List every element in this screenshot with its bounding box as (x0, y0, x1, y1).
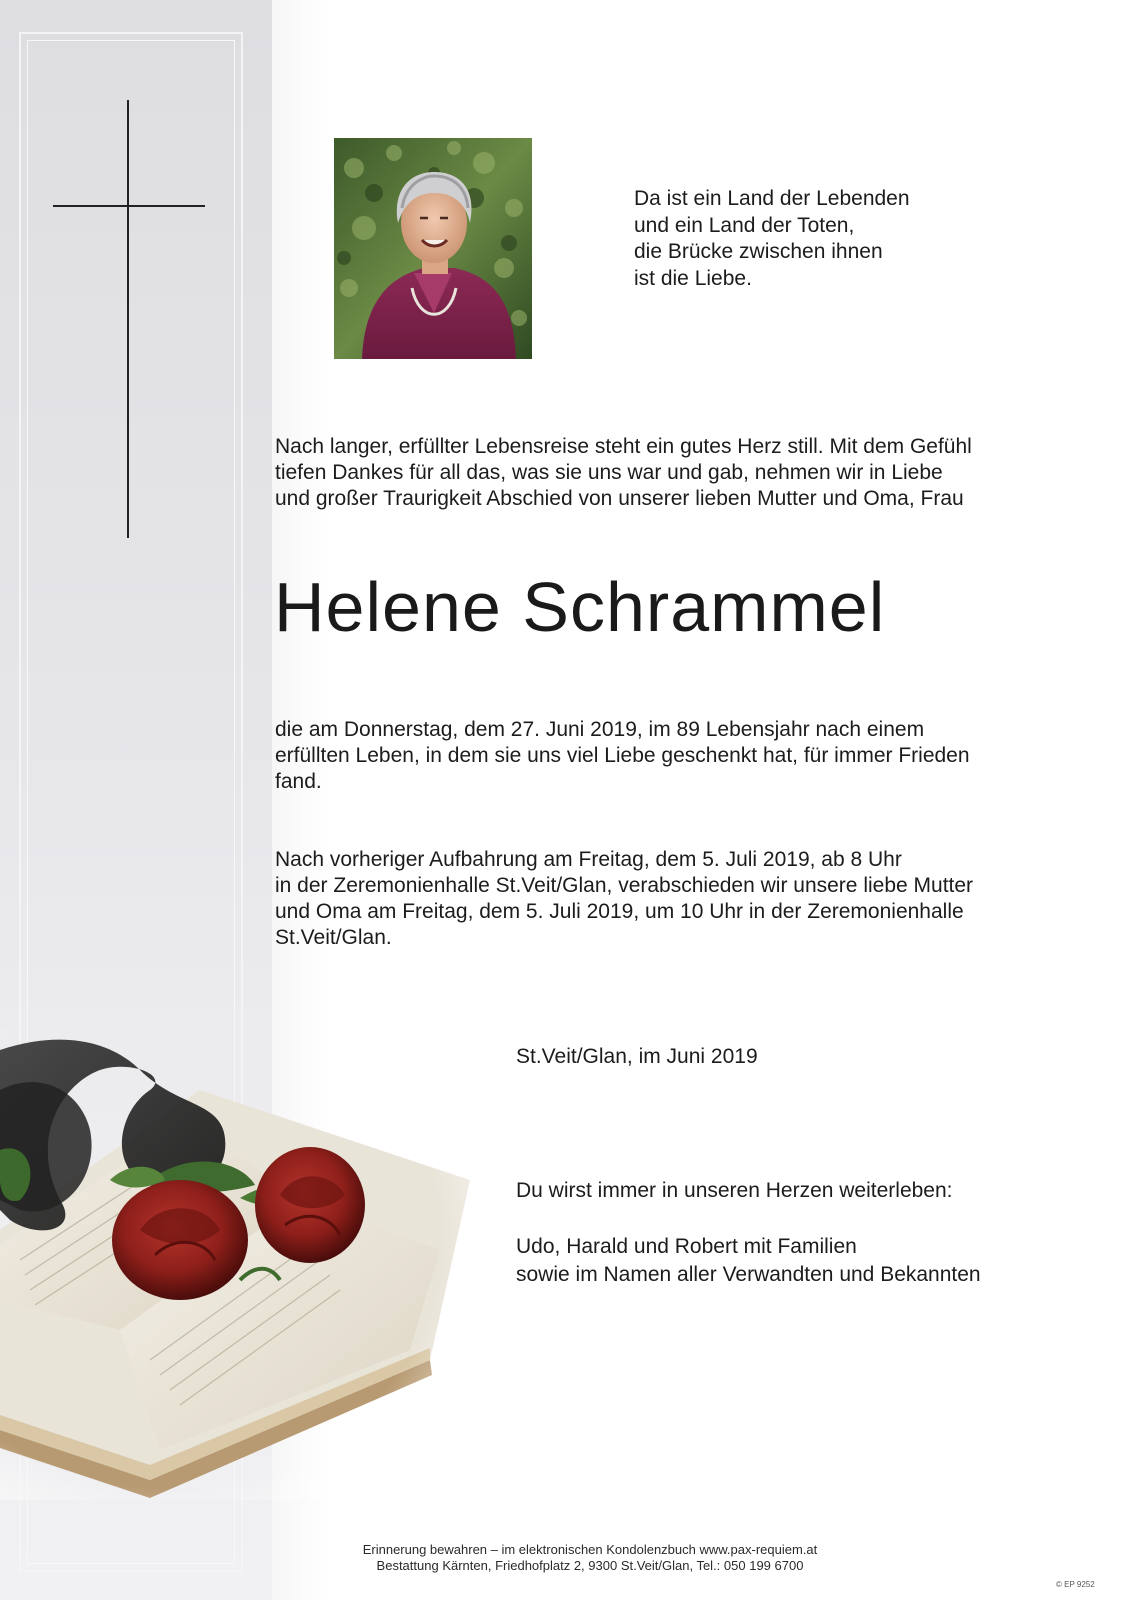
motto-line: die Brücke zwischen ihnen (634, 240, 883, 263)
funeral-line: und Oma am Freitag, dem 5. Juli 2019, um 10 Uhr in der Zeremonienhalle (275, 900, 964, 923)
mourners-list (516, 1233, 981, 1289)
print-code: © EP 9252 (1056, 1580, 1095, 1589)
motto-line: Da ist ein Land der Lebenden (634, 187, 910, 210)
motto-line: und ein Land der Toten, (634, 213, 855, 237)
death-line: erfüllten Leben, in dem sie uns viel Liebe geschenkt hat, für immer Frieden (275, 744, 970, 767)
intro-line: Nach langer, erfüllter Lebensreise steht ein gutes Herz still. Mit dem Gefühl (275, 435, 972, 458)
portrait-photo (334, 138, 532, 359)
intro-line: und großer Traurigkeit Abschied von unserer lieben Mutter und Oma, Frau (275, 487, 964, 510)
funeral-paragraph (275, 847, 1055, 951)
footer-line-address: Bestattung Kärnten, Friedhofplatz 2, 9300 St.Veit/Glan, Tel.: 050 199 6700 (376, 1558, 804, 1573)
funeral-line: Nach vorheriger Aufbahrung am Freitag, dem 5. Juli 2019, ab 8 Uhr (275, 848, 902, 871)
mourners-line: sowie im Namen aller Verwandten und Bekannten (516, 1263, 981, 1286)
book-roses-illustration (0, 1030, 520, 1500)
death-line: die am Donnerstag, dem 27. Juni 2019, im 89 Lebensjahr nach einem (275, 718, 925, 741)
funeral-line: in der Zeremonienhalle St.Veit/Glan, verabschieden wir unsere liebe Mutter (275, 874, 974, 897)
funeral-line: St.Veit/Glan. (275, 926, 392, 949)
closing-line: Du wirst immer in unseren Herzen weiterleben: (516, 1179, 953, 1202)
footer (300, 1542, 880, 1574)
mourners-line: Udo, Harald und Robert mit Familien (516, 1235, 857, 1258)
intro-line: tiefen Dankes für all das, was sie uns war und gab, nehmen wir in Liebe (275, 461, 943, 484)
motto-line: ist die Liebe. (634, 266, 752, 290)
motto-poem (634, 186, 994, 292)
place-date: St.Veit/Glan, im Juni 2019 (516, 1045, 758, 1068)
death-paragraph (275, 717, 1055, 795)
footer-line-condolence: Erinnerung bewahren – im elektronischen Kondolenzbuch www.pax-requiem.at (362, 1542, 818, 1557)
death-line: fand. (275, 770, 322, 793)
deceased-name: Helene Schrammel (274, 568, 886, 646)
intro-paragraph (275, 434, 1055, 512)
